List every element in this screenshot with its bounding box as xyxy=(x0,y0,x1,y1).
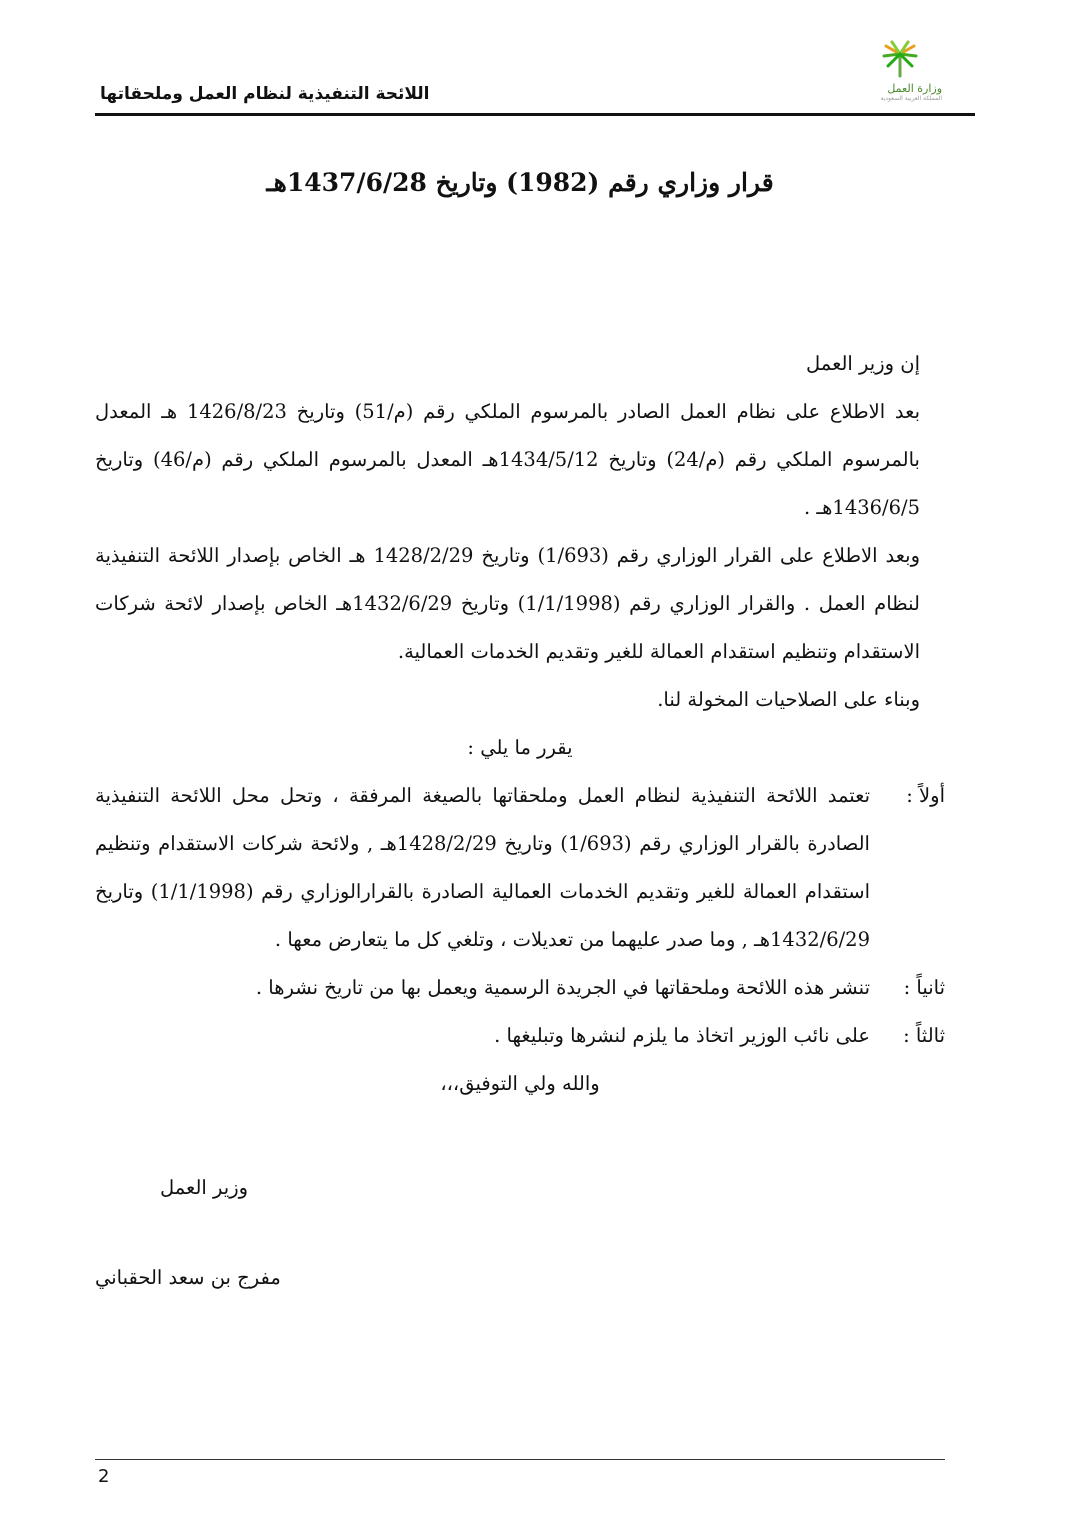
item-third xyxy=(95,1012,945,1060)
ministry-logo xyxy=(840,40,960,110)
palm-tree-icon xyxy=(880,40,920,78)
paragraph-1: بعد الاطلاع على نظام العمل الصادر بالمرسوم الملكي رقم (م/51) وتاريخ 1426/8/23 هـ المعدل بالمرسوم الملكي رقم (م/24) وتاريخ 1434/5/12هـ المعدل بالمرسوم الملكي رقم (م/46) وتاريخ 1436/6/5هـ . xyxy=(95,400,920,519)
item-text: تنشر هذه اللائحة وملحقاتها في الجريدة الرسمية ويعمل بها من تاريخ نشرها . xyxy=(255,976,870,999)
item-label: أولاً : xyxy=(906,784,945,807)
header-divider xyxy=(95,113,975,116)
item-text: على نائب الوزير اتخاذ ما يلزم لنشرها وتبليغها . xyxy=(494,1024,870,1047)
page-number: 2 xyxy=(98,1466,110,1487)
document-title: قرار وزاري رقم (1982) وتاريخ 1437/6/28هـ xyxy=(266,168,774,197)
logo-subtext: المملكة العربية السعودية xyxy=(880,95,942,102)
closing: والله ولي التوفيق،،، xyxy=(440,1072,600,1095)
paragraph-3: وبناء على الصلاحيات المخولة لنا. xyxy=(657,688,920,711)
document-body xyxy=(95,340,945,1108)
decides-heading: يقرر ما يلي : xyxy=(467,736,573,759)
item-label: ثانياً : xyxy=(903,976,945,999)
signature-name: مفرج بن سعد الحقباني xyxy=(95,1266,281,1289)
logo-text: وزارة العمل xyxy=(887,82,942,95)
signature-position: وزير العمل xyxy=(160,1176,249,1199)
paragraph-2: وبعد الاطلاع على القرار الوزاري رقم (1/693) وتاريخ 1428/2/29 هـ الخاص بإصدار اللائحة التنفيذية لنظام العمل . والقرار الوزاري رقم (1/1/1998) وتاريخ 1432/6/29هـ الخاص بإصدار لائحة شركات الاستقدام وتنظيم استقدام العمالة للغير وتقديم الخدمات العمالية. xyxy=(95,544,920,663)
item-label: ثالثاً : xyxy=(903,1024,945,1047)
footer-divider xyxy=(95,1459,945,1460)
item-first xyxy=(95,772,945,964)
item-text: تعتمد اللائحة التنفيذية لنظام العمل وملحقاتها بالصيغة المرفقة ، وتحل محل اللائحة التنفيذية الصادرة بالقرار الوزاري رقم (1/693) وتاريخ 1428/2/29هـ , ولائحة شركات الاستقدام وتنظيم استقدام العمالة للغير وتقديم الخدمات العمالية الصادرة بالقرارالوزاري رقم (1/1/1998) وتاريخ 1432/6/29هـ , وما صدر عليهما من تعديلات ، وتلغي كل ما يتعارض معها . xyxy=(95,784,870,951)
salutation: إن وزير العمل xyxy=(806,352,920,375)
header-title: اللائحة التنفيذية لنظام العمل وملحقاتها xyxy=(100,84,430,104)
item-second xyxy=(95,964,945,1012)
